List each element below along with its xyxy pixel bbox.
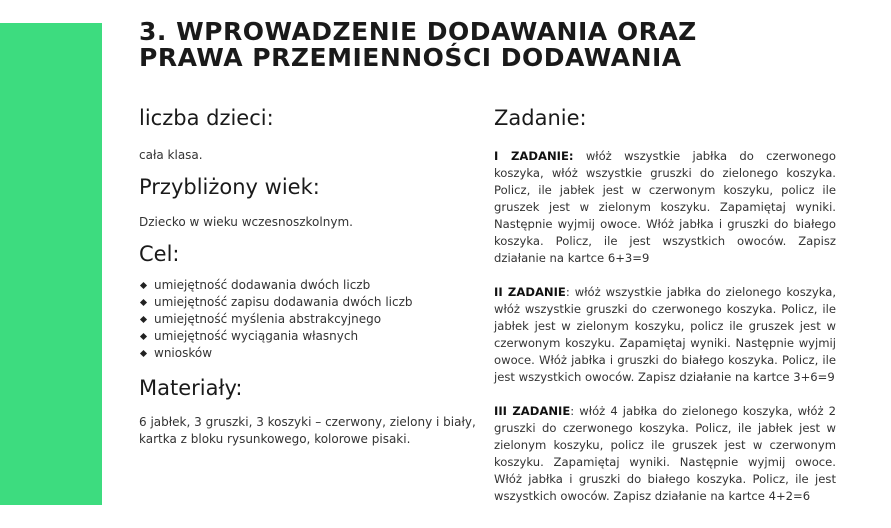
task-2-label: II ZADANIE <box>494 285 566 299</box>
task-3-label: III ZADANIE <box>494 404 571 418</box>
list-item: umiejętność wyciągania własnych <box>139 328 479 345</box>
task-1-label: I ZADANIE: <box>494 149 574 163</box>
materials-heading: Materiały: <box>139 376 243 400</box>
task-2 <box>494 284 836 386</box>
green-accent-bar <box>0 23 102 505</box>
diamond-bullet-icon <box>140 299 147 306</box>
right-column <box>494 104 836 505</box>
list-item: wniosków <box>139 345 479 362</box>
task-1-text: włóż wszystkie jabłka do czerwonego koszyka, włóż wszystkie gruszki do zielonego koszyka. Policz, ile jabłek jest w czerwonym koszyku, policz ile gruszek jest w zielonym koszyku. Zapamiętaj wyniki. Następnie wyjmij owoce. Włóż jabłka i gruszki do białego koszyka. Policz, ile jest wszystkich owoców. Zapisz działanie na kartce 6+3=9 <box>494 149 836 265</box>
list-item: umiejętność dodawania dwóch liczb <box>139 277 479 294</box>
age-heading: Przybliżony wiek: <box>139 175 320 199</box>
list-item: umiejętność myślenia abstrakcyjnego <box>139 311 479 328</box>
children-heading: liczba dzieci: <box>139 106 274 130</box>
page-title-line-1: 3. WPROWADZENIE DODAWANIA ORAZ <box>139 17 697 46</box>
diamond-bullet-icon <box>140 333 147 340</box>
page-title <box>139 19 859 71</box>
left-column <box>139 104 479 448</box>
diamond-bullet-icon <box>140 282 147 289</box>
task-3 <box>494 403 836 505</box>
children-text: cała klasa. <box>139 148 203 162</box>
diamond-bullet-icon <box>140 316 147 323</box>
diamond-bullet-icon <box>140 350 147 357</box>
materials-text: 6 jabłek, 3 gruszki, 3 koszyki – czerwony, zielony i biały, kartka z bloku rysunkowego, kolorowe pisaki. <box>139 415 476 446</box>
goal-heading: Cel: <box>139 242 180 266</box>
task-1 <box>494 148 836 267</box>
age-text: Dziecko w wieku wczesnoszkolnym. <box>139 215 353 229</box>
page-title-line-2: PRAWA PRZEMIENNOŚCI DODAWANIA <box>139 43 682 72</box>
list-item: umiejętność zapisu dodawania dwóch liczb <box>139 294 479 311</box>
task-3-text: : włóż 4 jabłka do zielonego koszyka, włóż 2 gruszki do czerwonego koszyka. Policz, ile jabłek jest w zielonym koszyku, policz ile gruszek jest w czerwonym koszyku. Zapamiętaj wyniki. Następnie wyjmij owoce. Włóż jabłka i gruszki do białego koszyka. Policz, ile jest wszystkich owoców. Zapisz działanie na kartce 4+2=6 <box>494 404 837 503</box>
task-heading: Zadanie: <box>494 106 587 130</box>
task-2-text: : włóż wszystkie jabłka do zielonego koszyka, włóż wszystkie gruszki do czerwonego koszyka. Policz, ile jabłek jest w zielonym koszyku, policz ile gruszek jest w czerwonym koszyku. Zapamiętaj wyniki. Następnie wyjmij owoce. Włóż jabłka i gruszki do białego koszyka. Policz, ile jest wszystkich owoców. Zapisz działanie na kartce 3+6=9 <box>494 285 837 384</box>
goal-list <box>139 277 479 362</box>
